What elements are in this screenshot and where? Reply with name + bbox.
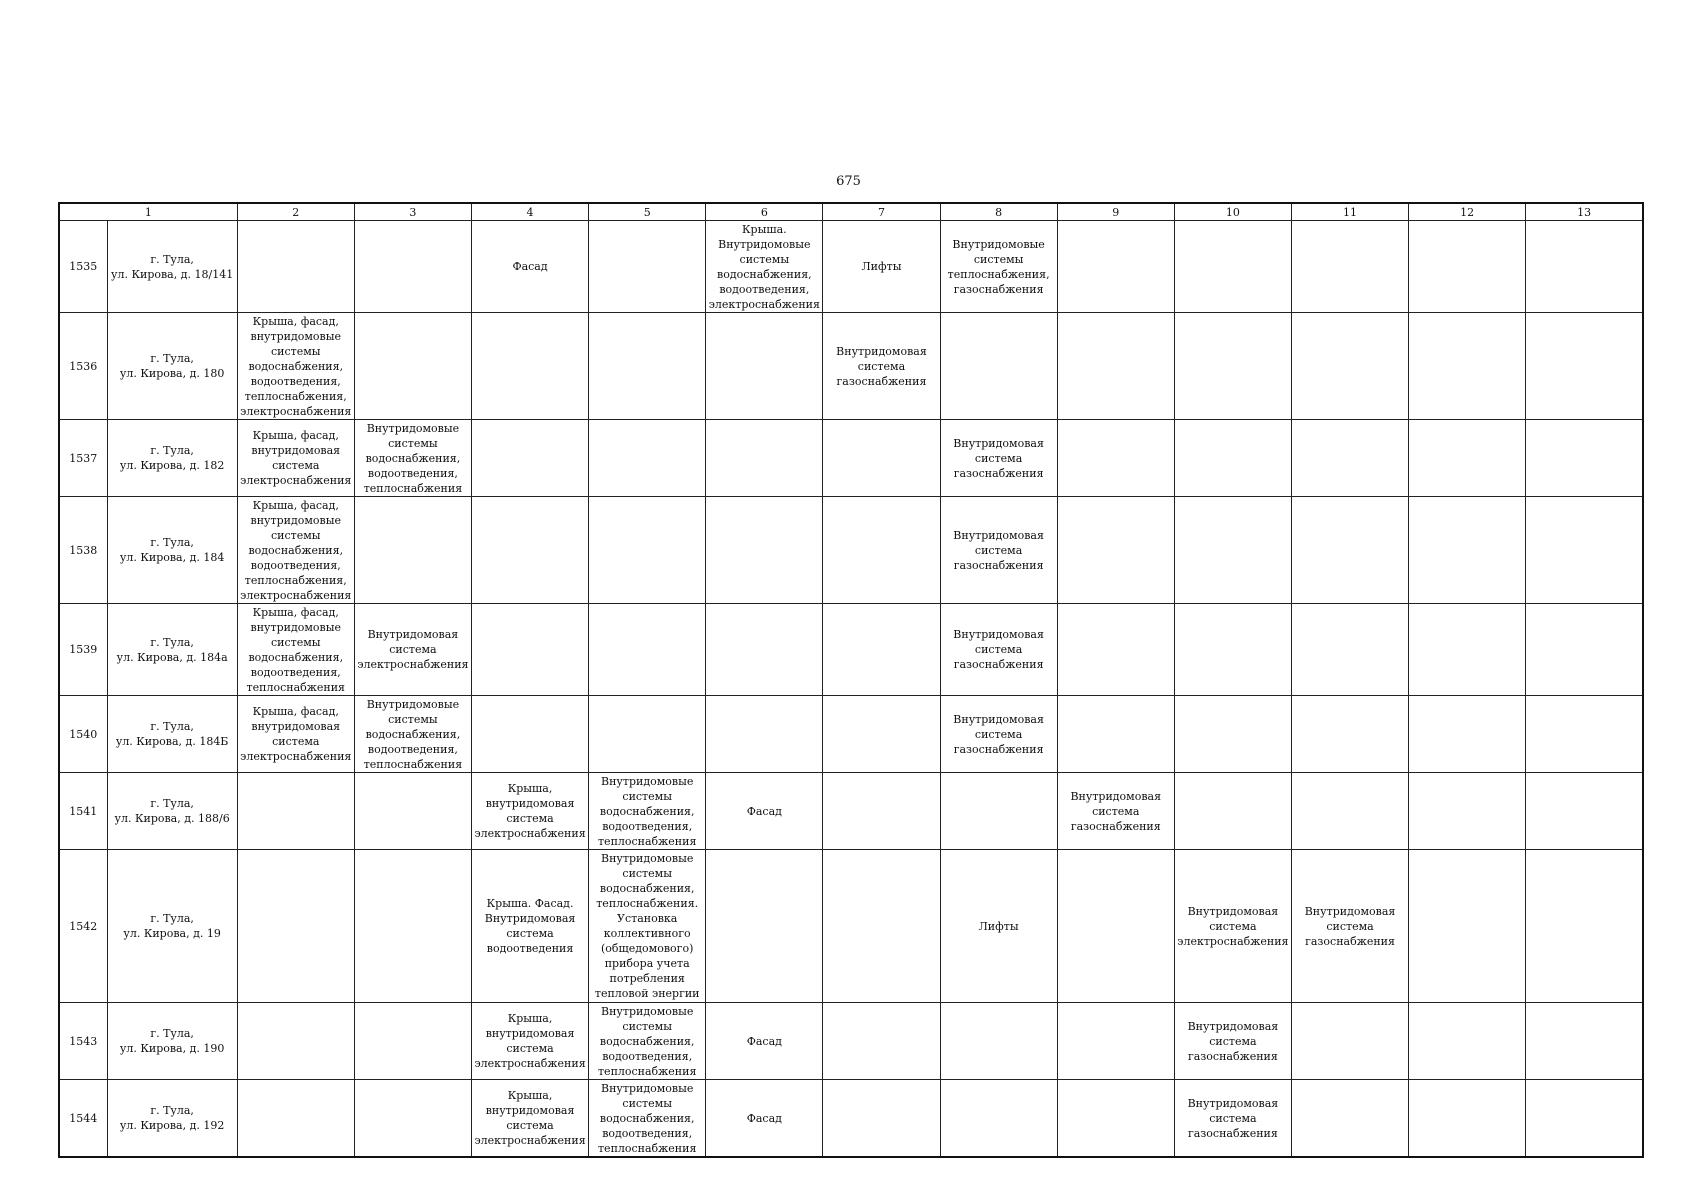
cell-col-10 (1174, 604, 1291, 696)
cell-col-3 (354, 696, 471, 773)
row-number-cell (59, 850, 107, 1003)
cell-col-4 (471, 313, 588, 420)
cell-col-9 (1057, 420, 1174, 497)
cell-col-2 (237, 850, 354, 1003)
cell-col-6 (706, 497, 823, 604)
cell-text: Крыша, фасад, внутридомовые системы водоснабжения, водоотведения, теплоснабжения (246, 605, 345, 694)
row-number-cell (59, 773, 107, 850)
cell-text: 1537 (69, 451, 98, 465)
table-row (59, 773, 1643, 850)
cell-text: Лифты (978, 919, 1019, 933)
cell-text: Крыша, внутридомовая система электроснабжения (474, 782, 586, 840)
cell-text: 1542 (69, 919, 98, 933)
table-row (59, 497, 1643, 604)
cell-col-8 (940, 1080, 1057, 1158)
cell-col-2 (237, 696, 354, 773)
address-cell (107, 221, 237, 313)
cell-col-12 (1409, 313, 1526, 420)
cell-col-7 (823, 221, 940, 313)
row-number-cell (59, 313, 107, 420)
address-cell (107, 497, 237, 604)
cell-col-12 (1409, 1003, 1526, 1080)
cell-col-4 (471, 604, 588, 696)
cell-text: г. Тула, ул. Кирова, д. 19 (123, 912, 221, 940)
cell-col-3 (354, 773, 471, 850)
cell-col-12 (1409, 221, 1526, 313)
cell-col-3 (354, 497, 471, 604)
table-body (59, 221, 1643, 1158)
cell-text: 1540 (69, 727, 98, 741)
cell-col-10 (1174, 221, 1291, 313)
cell-col-6 (706, 604, 823, 696)
cell-text: 1541 (69, 804, 98, 818)
table-row (59, 1003, 1643, 1080)
cell-text: Крыша, внутридомовая система электроснабжения (474, 1089, 586, 1147)
column-header-2: 2 (237, 203, 354, 221)
cell-col-10 (1174, 1080, 1291, 1158)
column-header-4: 4 (471, 203, 588, 221)
cell-text: Внутридомовая система электроснабжения (357, 628, 469, 671)
cell-col-3 (354, 221, 471, 313)
cell-col-4 (471, 850, 588, 1003)
cell-col-2 (237, 497, 354, 604)
cell-col-8 (940, 420, 1057, 497)
cell-col-7 (823, 604, 940, 696)
cell-text: Внутридомовая система газоснабжения (953, 712, 1044, 756)
cell-col-4 (471, 1080, 588, 1158)
cell-col-9 (1057, 850, 1174, 1003)
cell-col-7 (823, 313, 940, 420)
cell-col-9 (1057, 604, 1174, 696)
address-cell (107, 1003, 237, 1080)
cell-col-11 (1291, 773, 1408, 850)
cell-col-7 (823, 696, 940, 773)
cell-col-6 (706, 850, 823, 1003)
cell-col-10 (1174, 773, 1291, 850)
cell-text: Внутридомовая система газоснабжения (953, 628, 1044, 671)
cell-col-5 (589, 850, 706, 1003)
cell-col-9 (1057, 1080, 1174, 1158)
cell-col-2 (237, 773, 354, 850)
cell-text: Крыша, фасад, внутридомовые системы водоснабжения, водоотведения, теплоснабжения, электроснабжения (240, 498, 352, 602)
cell-col-8 (940, 313, 1057, 420)
cell-col-12 (1409, 497, 1526, 604)
cell-col-5 (589, 696, 706, 773)
cell-col-5 (589, 1003, 706, 1080)
cell-col-12 (1409, 696, 1526, 773)
row-number-cell (59, 221, 107, 313)
cell-col-11 (1291, 850, 1408, 1003)
cell-col-8 (940, 1003, 1057, 1080)
table-row (59, 313, 1643, 420)
cell-text: Внутридомовые системы водоснабжения, водоотведения, теплоснабжения (597, 774, 697, 848)
cell-text: Крыша, фасад, внутридомовая система электроснабжения (240, 429, 352, 487)
cell-text: Внутридомовая система газоснабжения (836, 344, 927, 388)
cell-text: г. Тула, ул. Кирова, д. 182 (119, 444, 225, 472)
cell-col-6 (706, 313, 823, 420)
cell-col-11 (1291, 1003, 1408, 1080)
cell-col-7 (823, 773, 940, 850)
row-number-cell (59, 497, 107, 604)
cell-text: Внутридомовая система газоснабжения (953, 436, 1044, 480)
column-header-7: 7 (823, 203, 940, 221)
header-row (59, 203, 1643, 221)
cell-col-6 (706, 420, 823, 497)
cell-col-13 (1526, 604, 1643, 696)
cell-text: г. Тула, ул. Кирова, д. 192 (119, 1104, 225, 1132)
cell-text: Внутридомовая система электроснабжения (1177, 904, 1289, 948)
cell-col-5 (589, 1080, 706, 1158)
column-header-11: 11 (1291, 203, 1408, 221)
cell-col-2 (237, 313, 354, 420)
cell-col-12 (1409, 420, 1526, 497)
address-cell (107, 696, 237, 773)
address-cell (107, 420, 237, 497)
table-row (59, 850, 1643, 1003)
cell-text: Внутридомовая система газоснабжения (1187, 1096, 1279, 1140)
cell-text: Крыша, внутридомовая система электроснабжения (474, 1012, 586, 1070)
cell-col-11 (1291, 420, 1408, 497)
cell-col-9 (1057, 773, 1174, 850)
cell-col-8 (940, 221, 1057, 313)
cell-text: г. Тула, ул. Кирова, д. 188/6 (114, 797, 230, 825)
column-header-6: 6 (706, 203, 823, 221)
address-cell (107, 604, 237, 696)
cell-col-5 (589, 221, 706, 313)
cell-col-4 (471, 497, 588, 604)
table-row (59, 604, 1643, 696)
cell-text: Внутридомовые системы водоснабжения, водоотведения, теплоснабжения (363, 421, 463, 495)
cell-text: 1536 (69, 359, 98, 373)
address-cell (107, 313, 237, 420)
cell-text: Внутридомовые системы водоснабжения, водоотведения, теплоснабжения (363, 697, 463, 771)
cell-col-6 (706, 773, 823, 850)
cell-col-6 (706, 696, 823, 773)
cell-col-8 (940, 696, 1057, 773)
cell-col-11 (1291, 604, 1408, 696)
cell-text: Внутридомовая система газоснабжения (1070, 789, 1162, 833)
cell-col-2 (237, 1080, 354, 1158)
cell-col-3 (354, 1080, 471, 1158)
cell-col-3 (354, 604, 471, 696)
cell-text: 1543 (69, 1034, 98, 1048)
column-header-13: 13 (1526, 203, 1643, 221)
column-header-5: 5 (589, 203, 706, 221)
table-row (59, 420, 1643, 497)
cell-col-10 (1174, 497, 1291, 604)
cell-col-10 (1174, 1003, 1291, 1080)
cell-col-9 (1057, 221, 1174, 313)
cell-col-12 (1409, 1080, 1526, 1158)
cell-col-6 (706, 1003, 823, 1080)
page-number: 675 (836, 174, 861, 189)
cell-col-3 (354, 420, 471, 497)
cell-text: 1538 (69, 543, 98, 557)
cell-col-5 (589, 313, 706, 420)
cell-col-12 (1409, 604, 1526, 696)
cell-col-7 (823, 1003, 940, 1080)
cell-text: г. Тула, ул. Кирова, д. 190 (119, 1027, 225, 1055)
cell-col-11 (1291, 313, 1408, 420)
cell-col-5 (589, 604, 706, 696)
cell-col-12 (1409, 773, 1526, 850)
cell-col-13 (1526, 850, 1643, 1003)
cell-col-8 (940, 604, 1057, 696)
cell-col-11 (1291, 1080, 1408, 1158)
cell-col-13 (1526, 696, 1643, 773)
cell-text: Внутридомовые системы водоснабжения, водоотведения, теплоснабжения (597, 1081, 697, 1155)
cell-text: Лифты (861, 260, 902, 273)
table-row (59, 696, 1643, 773)
column-header-3: 3 (354, 203, 471, 221)
cell-text: Фасад (512, 260, 548, 273)
cell-text: 1539 (69, 643, 98, 656)
cell-col-2 (237, 420, 354, 497)
cell-text: Крыша, фасад, внутридомовые системы водоснабжения, водоотведения, теплоснабжения, электроснабжения (240, 314, 352, 418)
cell-col-9 (1057, 497, 1174, 604)
address-cell (107, 773, 237, 850)
cell-col-10 (1174, 420, 1291, 497)
cell-col-8 (940, 497, 1057, 604)
cell-col-6 (706, 221, 823, 313)
cell-col-2 (237, 604, 354, 696)
table-row (59, 221, 1643, 313)
cell-col-13 (1526, 420, 1643, 497)
cell-col-13 (1526, 221, 1643, 313)
row-number-cell (59, 604, 107, 696)
cell-col-4 (471, 221, 588, 313)
cell-col-5 (589, 497, 706, 604)
cell-col-3 (354, 313, 471, 420)
cell-col-11 (1291, 497, 1408, 604)
row-number-cell (59, 696, 107, 773)
cell-col-2 (237, 221, 354, 313)
cell-col-5 (589, 773, 706, 850)
cell-col-13 (1526, 773, 1643, 850)
cell-text: Внутридомовая система газоснабжения (1304, 904, 1396, 948)
cell-col-13 (1526, 1003, 1643, 1080)
cell-text: Крыша. Внутридомовые системы водоснабжения, водоотведения, электроснабжения (708, 222, 820, 311)
cell-col-13 (1526, 313, 1643, 420)
cell-text: г. Тула, ул. Кирова, д. 180 (119, 352, 225, 380)
cell-col-13 (1526, 1080, 1643, 1158)
cell-col-7 (823, 1080, 940, 1158)
cell-text: г. Тула, ул. Кирова, д. 184Б (115, 720, 229, 748)
column-header-12: 12 (1409, 203, 1526, 221)
cell-text: Фасад (746, 1111, 782, 1125)
cell-text: г. Тула, ул. Кирова, д. 184 (119, 536, 225, 564)
cell-text: Внутридомовая система газоснабжения (953, 528, 1044, 572)
table-row (59, 1080, 1643, 1158)
cell-col-9 (1057, 313, 1174, 420)
row-number-cell (59, 420, 107, 497)
address-cell (107, 1080, 237, 1158)
cell-col-2 (237, 1003, 354, 1080)
column-header-10: 10 (1174, 203, 1291, 221)
cell-text: Внутридомовые системы водоснабжения, водоотведения, теплоснабжения (597, 1004, 697, 1078)
cell-col-10 (1174, 696, 1291, 773)
cell-col-10 (1174, 850, 1291, 1003)
cell-col-11 (1291, 696, 1408, 773)
cell-col-9 (1057, 1003, 1174, 1080)
cell-text: 1544 (69, 1111, 98, 1125)
cell-text: Внутридомовые системы водоснабжения, теплоснабжения. Установка коллективного (общедомового) прибора учета потребления тепловой энергии (594, 852, 700, 1000)
cell-text: Крыша, фасад, внутридомовая система электроснабжения (240, 705, 352, 763)
capital-repair-table (58, 202, 1644, 1158)
cell-text: г. Тула, ул. Кирова, д. 18/141 (111, 252, 234, 281)
cell-col-12 (1409, 850, 1526, 1003)
cell-col-8 (940, 850, 1057, 1003)
cell-col-9 (1057, 696, 1174, 773)
row-number-cell (59, 1003, 107, 1080)
cell-col-8 (940, 773, 1057, 850)
cell-col-3 (354, 1003, 471, 1080)
cell-text: Внутридомовая система газоснабжения (1187, 1019, 1279, 1063)
column-header-9: 9 (1057, 203, 1174, 221)
cell-text: Фасад (746, 804, 782, 818)
cell-col-5 (589, 420, 706, 497)
cell-col-4 (471, 773, 588, 850)
cell-col-11 (1291, 221, 1408, 313)
cell-col-4 (471, 420, 588, 497)
cell-text: г. Тула, ул. Кирова, д. 184а (116, 635, 228, 664)
row-number-cell (59, 1080, 107, 1158)
cell-col-4 (471, 1003, 588, 1080)
column-header-8: 8 (940, 203, 1057, 221)
cell-col-10 (1174, 313, 1291, 420)
cell-text: Внутридомовые системы теплоснабжения, газоснабжения (947, 237, 1050, 296)
cell-col-7 (823, 850, 940, 1003)
cell-text: Фасад (746, 1034, 782, 1048)
cell-col-3 (354, 850, 471, 1003)
cell-col-7 (823, 497, 940, 604)
cell-text: Крыша. Фасад. Внутридомовая система водоотведения (484, 897, 576, 955)
cell-text: 1535 (69, 260, 98, 273)
cell-col-4 (471, 696, 588, 773)
cell-col-13 (1526, 497, 1643, 604)
column-header-1: 1 (59, 203, 237, 221)
address-cell (107, 850, 237, 1003)
cell-col-6 (706, 1080, 823, 1158)
cell-col-7 (823, 420, 940, 497)
